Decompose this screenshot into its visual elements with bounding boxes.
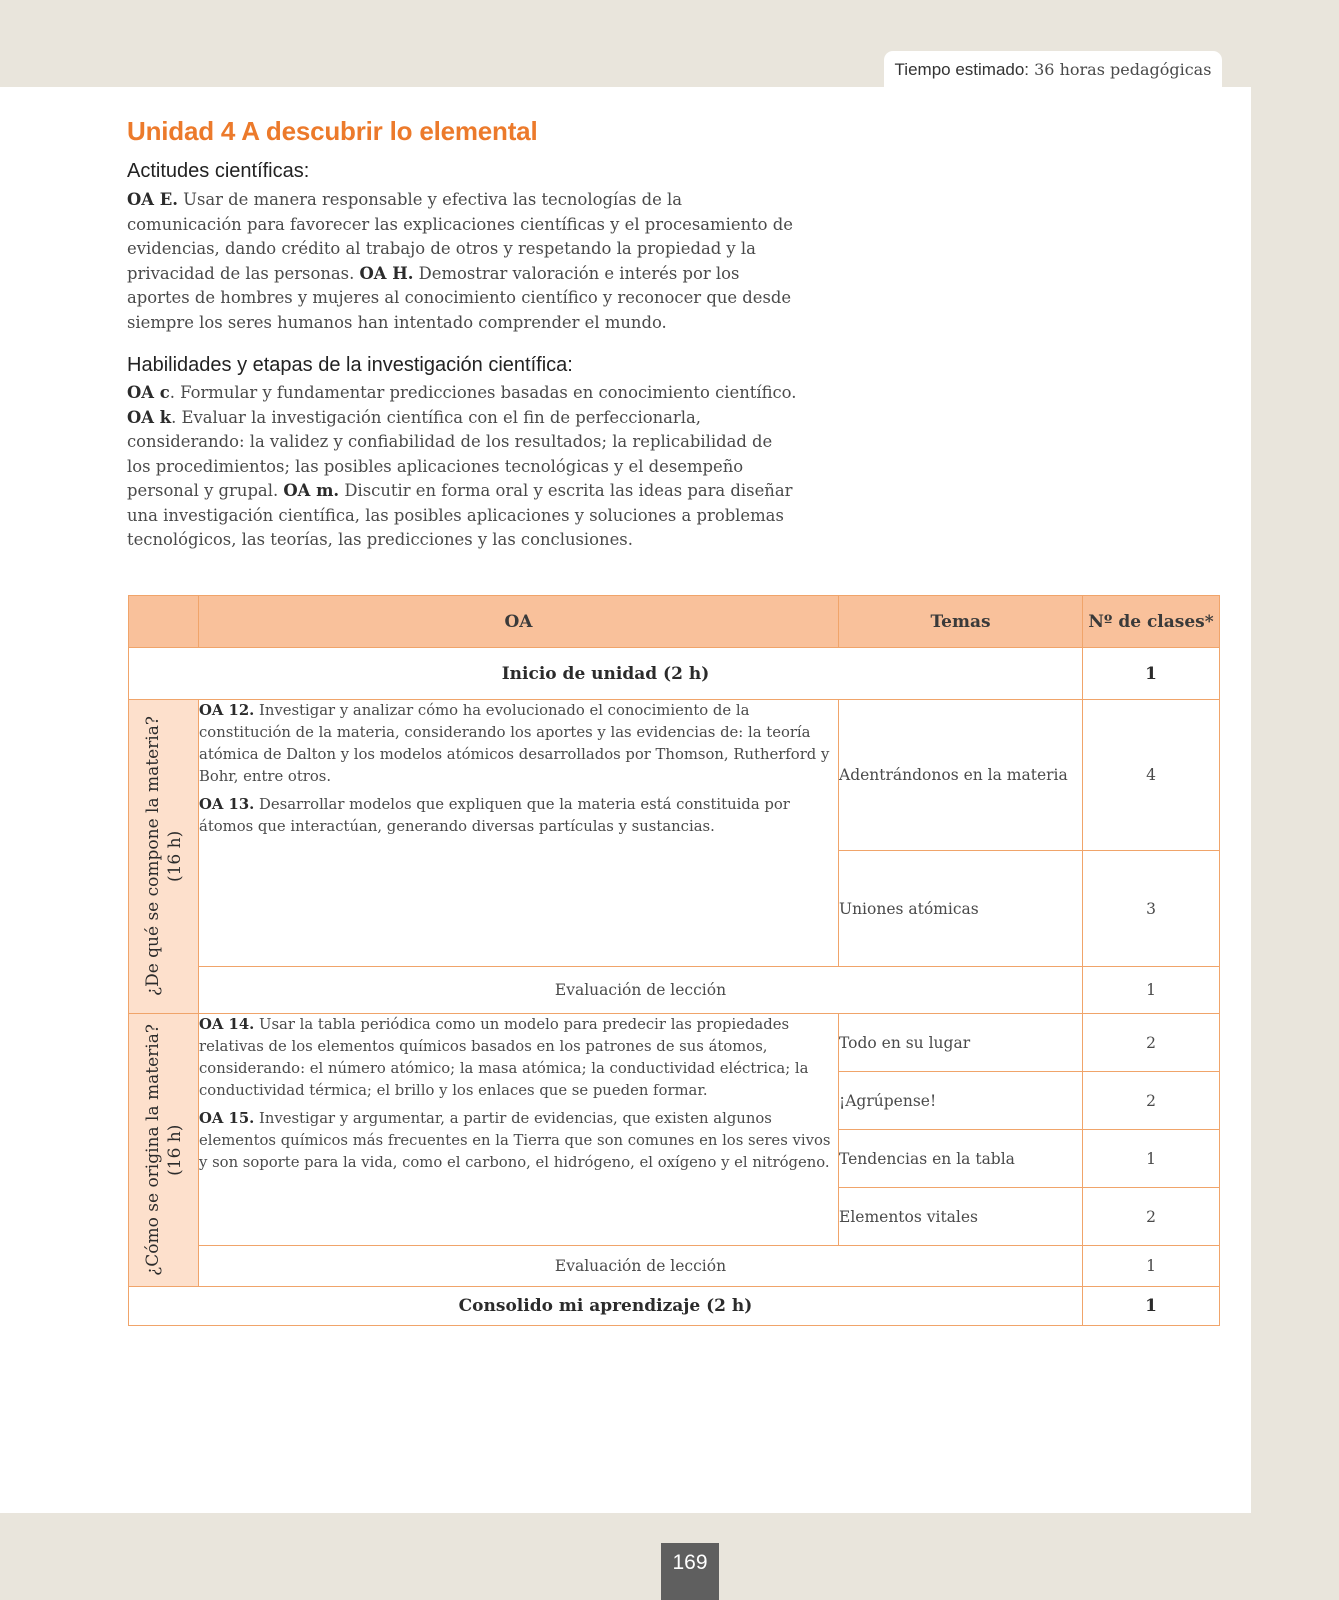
inicio-clases: 1 <box>1083 648 1220 700</box>
header-blank-cell <box>129 596 199 648</box>
oa-h-text: Demostrar valoración e interés por los aportes de hombres y mujeres al conocimiento científico y reconocer que desde siempre los seres humanos han intentado comprender el mundo. <box>127 263 792 332</box>
clases-elementos-vitales: 2 <box>1083 1188 1220 1246</box>
oa15-text: Investigar y argumentar, a partir de evidencias, que existen algunos elementos químicos más frecuentes en la Tierra que son comunes en los seres vivos y son soporte para la vida, como el carbono, el hidrógeno, el oxígeno y el nitrógeno. <box>199 1110 831 1171</box>
oa-h-label: OA H. <box>359 263 414 283</box>
oa-k-label: OA k <box>127 407 172 427</box>
section2-hours: (16 h) <box>164 1124 185 1176</box>
oa-c-label: OA c <box>127 383 170 402</box>
oa13-text: Desarrollar modelos que expliquen que la materia está constituida por átomos que interactúan, generando diversas partículas y sustancias. <box>199 796 790 835</box>
header-clases: Nº de clases* <box>1083 596 1220 648</box>
header-oa: OA <box>199 596 839 648</box>
estimated-time-label: Tiempo estimado: <box>894 60 1030 79</box>
section2-title: ¿Cómo se origina la materia? <box>142 1024 163 1276</box>
section2-row <box>129 1014 1220 1072</box>
section1-row <box>129 700 1220 851</box>
oa-k-text: . Evaluar la investigación científica con el fin de perfeccionarla, considerando: la validez y confiabilidad de los resultados; la replicabilidad de los procedimientos; las posibles aplicaciones tecnológicas y el desempeño personal y grupal. <box>127 407 773 500</box>
unit-plan-table <box>128 595 1220 1326</box>
tema-uniones: Uniones atómicas <box>839 851 1083 967</box>
habilidades-paragraph <box>127 381 799 553</box>
inicio-row <box>129 648 1220 700</box>
oa12-text: Investigar y analizar cómo ha evolucionado el conocimiento de la constitución de la materia, considerando los aportes y las evidencias de: la teoría atómica de Dalton y los modelos atómicos desarrollados por Thomson, Rutherford y Bohr, entre otros. <box>199 702 830 785</box>
consolido-label: Consolido mi aprendizaje (2 h) <box>129 1287 1083 1326</box>
habilidades-heading: Habilidades y etapas de la investigación científica: <box>127 354 573 376</box>
oa-m-text: Discutir en forma oral y escrita las ideas para diseñar una investigación científica, las posibles aplicaciones y soluciones a problemas tecnológicos, las teorías, las predicciones y las conclusiones. <box>127 481 793 549</box>
oa-m-label: OA m. <box>283 481 340 500</box>
oa-c-text: . Formular y fundamentar predicciones basadas en conocimiento científico. <box>169 383 797 402</box>
actitudes-heading: Actitudes científicas: <box>127 160 310 182</box>
section1-hours: (16 h) <box>164 830 185 883</box>
clases-tendencias: 1 <box>1083 1130 1220 1188</box>
header-temas: Temas <box>839 596 1083 648</box>
oa14-text: Usar la tabla periódica como un modelo para predecir las propiedades relativas de los elementos químicos basados en los patrones de sus átomos, considerando: el número atómico; la masa atómica; la conductividad eléctrica; la conductividad térmica; el brillo y los enlaces que se pueden formar. <box>199 1016 809 1099</box>
oa15-label: OA 15. <box>199 1110 255 1127</box>
estimated-time-tab <box>884 51 1222 89</box>
clases-agrupense: 2 <box>1083 1072 1220 1130</box>
oa14-label: OA 14. <box>199 1016 255 1033</box>
clases-uniones: 3 <box>1083 851 1220 967</box>
oa13-label: OA 13. <box>199 796 255 813</box>
oa12-label: OA 12. <box>199 702 255 719</box>
oa-e-label: OA E. <box>127 190 178 209</box>
section1-title: ¿De qué se compone la materia? <box>142 716 163 997</box>
tema-todo-en-su-lugar: Todo en su lugar <box>839 1014 1083 1072</box>
tema-adentrandonos: Adentrándonos en la materia <box>839 700 1083 851</box>
actitudes-paragraph <box>127 188 799 335</box>
tema-agrupense: ¡Agrúpense! <box>839 1072 1083 1130</box>
page-number: 169 <box>661 1543 719 1600</box>
estimated-time-value: 36 horas pedagógicas <box>1034 60 1212 79</box>
section2-side-title <box>129 1014 199 1287</box>
unit-title: Unidad 4 A descubrir lo elemental <box>127 116 538 146</box>
section1-side-title <box>129 700 199 1014</box>
section1-evaluacion-row <box>129 967 1220 1014</box>
tema-elementos-vitales: Elementos vitales <box>839 1188 1083 1246</box>
section2-evaluacion-row <box>129 1246 1220 1287</box>
section2-oa-cell <box>199 1014 839 1246</box>
consolido-clases: 1 <box>1083 1287 1220 1326</box>
tema-tendencias: Tendencias en la tabla <box>839 1130 1083 1188</box>
clases-adentrandonos: 4 <box>1083 700 1220 851</box>
oa-e-text: Usar de manera responsable y efectiva las tecnologías de la comunicación para favorecer las explicaciones científicas y el procesamiento de evidencias, dando crédito al trabajo de otros y respetando la propiedad y la privacidad de las personas. <box>127 190 793 283</box>
clases-todo-en-su-lugar: 2 <box>1083 1014 1220 1072</box>
section1-evaluacion-clases: 1 <box>1083 967 1220 1014</box>
consolido-row <box>129 1287 1220 1326</box>
inicio-label: Inicio de unidad (2 h) <box>129 648 1083 700</box>
section1-evaluacion: Evaluación de lección <box>199 967 1083 1014</box>
section1-oa-cell <box>199 700 839 967</box>
section2-evaluacion: Evaluación de lección <box>199 1246 1083 1287</box>
section2-evaluacion-clases: 1 <box>1083 1246 1220 1287</box>
